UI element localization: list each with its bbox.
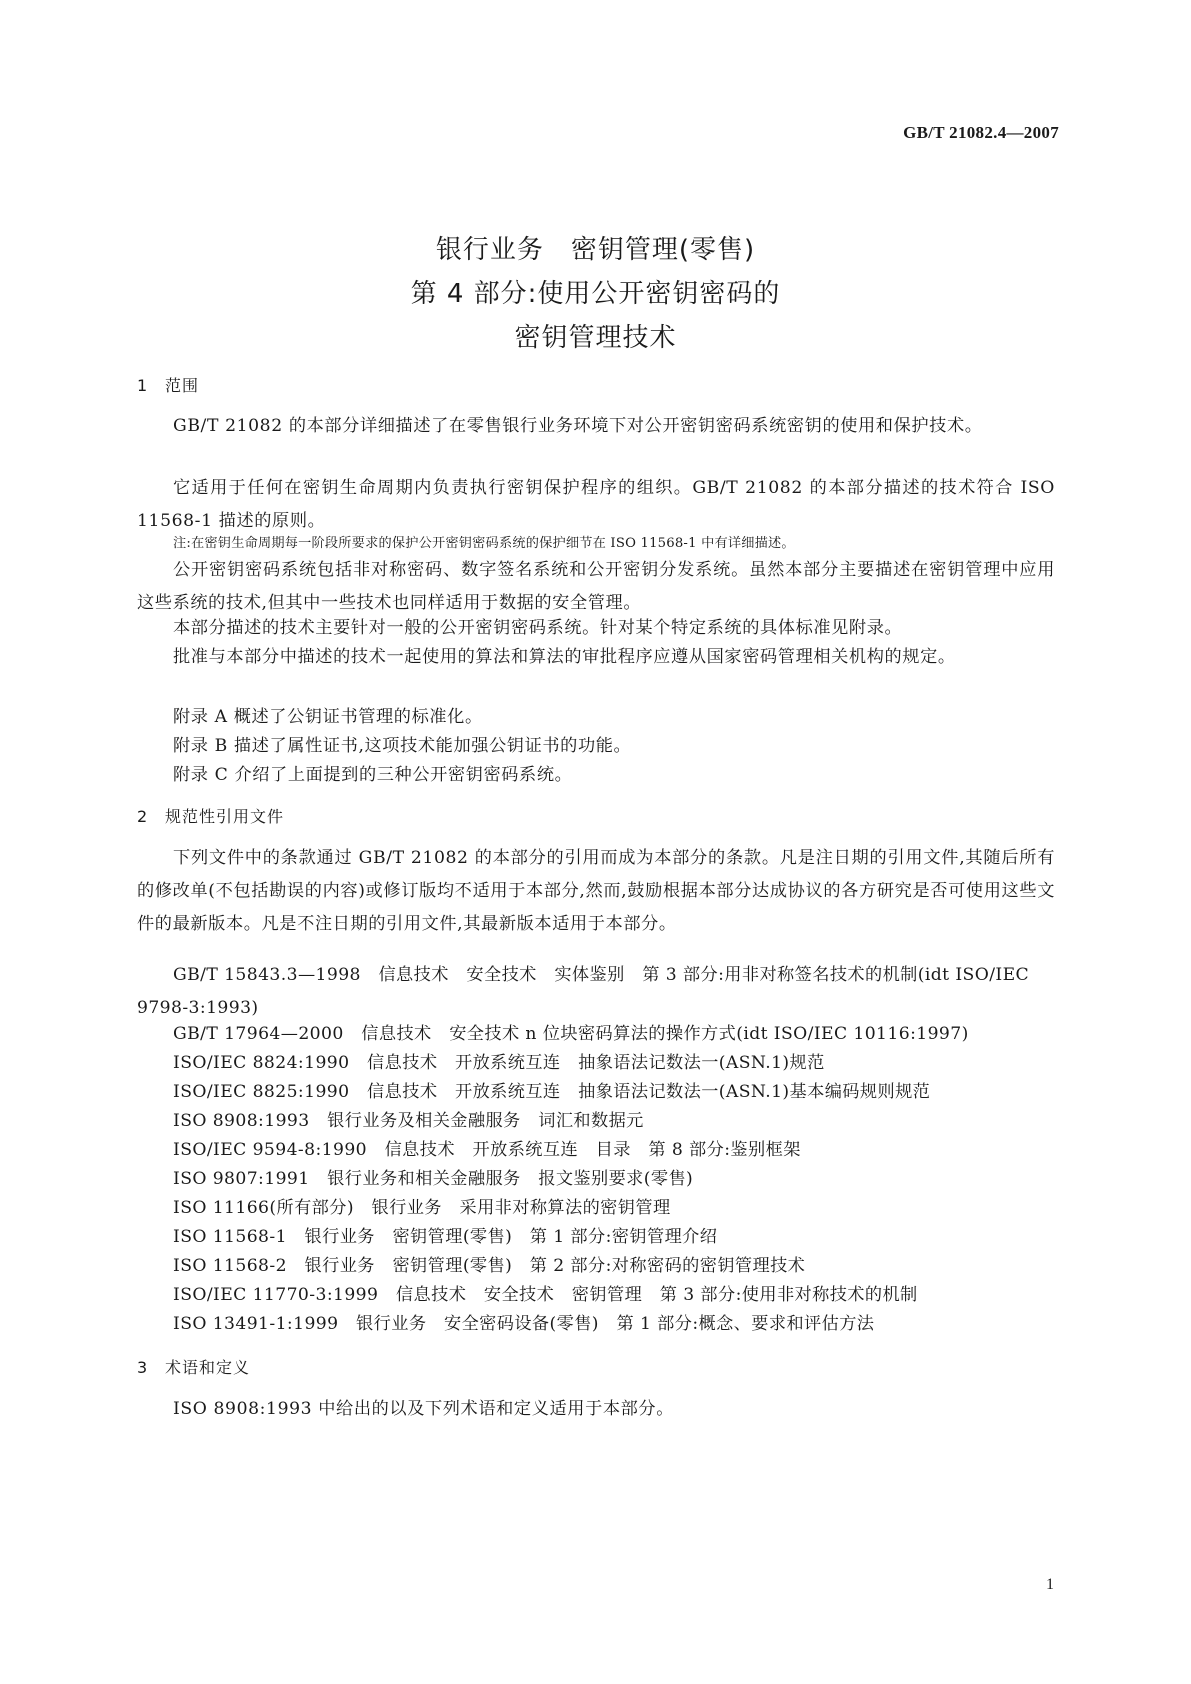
section-1-paragraph-7: 附录 B 描述了属性证书,这项技术能加强公钥证书的功能。 [173,736,632,756]
title-line-3: 密钥管理技术 [514,323,677,353]
reference-item: ISO 8908:1993 银行业务及相关金融服务 词汇和数据元 [173,1111,644,1131]
section-2-paragraph-1: 下列文件中的条款通过 GB/T 21082 的本部分的引用而成为本部分的条款。凡是注日期的引用文件,其随后所有的修改单(不包括勘误的内容)或修订版均不适用于本部分,然而,鼓励根据本部分达成协议的各方研究是否可使用这些文件的最新版本。凡是不注日期的引用文件,其最新版本适用于本部分。 [137,848,1055,934]
section-1-paragraph-2: 它适用于任何在密钥生命周期内负责执行密钥保护程序的组织。GB/T 21082 的本部分描述的技术符合 ISO 11568-1 描述的原则。 [137,478,1055,531]
page-number: 1 [1046,1576,1054,1593]
title-line-1: 银行业务 密钥管理(零售) [435,235,756,265]
reference-item: ISO/IEC 9594-8:1990 信息技术 开放系统互连 目录 第 8 部分:鉴别框架 [173,1140,801,1160]
reference-item: ISO/IEC 8824:1990 信息技术 开放系统互连 抽象语法记数法一(ASN.1)规范 [173,1053,825,1073]
section-1-paragraph-1: GB/T 21082 的本部分详细描述了在零售银行业务环境下对公开密钥密码系统密钥的使用和保护技术。 [173,416,983,436]
section-3-heading [137,1355,250,1378]
section-2-heading [137,804,284,827]
title-line-2: 第 4 部分:使用公开密钥密码的 [410,279,781,309]
section-1-paragraph-3: 公开密钥密码系统包括非对称密码、数字签名系统和公开密钥分发系统。虽然本部分主要描述在密钥管理中应用这些系统的技术,但其中一些技术也同样适用于数据的安全管理。 [137,560,1055,613]
section-3-title: 术语和定义 [165,1358,251,1377]
section-3-number: 3 [137,1358,149,1377]
reference-item: ISO/IEC 11770-3:1999 信息技术 安全技术 密钥管理 第 3 部分:使用非对称技术的机制 [173,1285,918,1305]
reference-item: ISO 11568-2 银行业务 密钥管理(零售) 第 2 部分:对称密码的密钥管理技术 [173,1256,806,1276]
reference-item: ISO 11166(所有部分) 银行业务 采用非对称算法的密钥管理 [173,1198,671,1218]
section-2-number: 2 [137,807,149,826]
reference-item: ISO 13491-1:1999 银行业务 安全密码设备(零售) 第 1 部分:概念、要求和评估方法 [173,1314,875,1334]
section-2-title: 规范性引用文件 [165,807,285,826]
section-1-title: 范围 [165,376,200,395]
document-title [0,228,1191,360]
section-1-heading [137,373,199,396]
section-1-paragraph-5: 批准与本部分中描述的技术一起使用的算法和算法的审批程序应遵从国家密码管理相关机构的规定。 [173,647,956,667]
section-1-number: 1 [137,376,149,395]
reference-item: GB/T 15843.3—1998 信息技术 安全技术 实体鉴别 第 3 部分:用非对称签名技术的机制(idt ISO/IEC 9798-3:1993) [137,965,1030,1018]
section-1-paragraph-4: 本部分描述的技术主要针对一般的公开密钥密码系统。针对某个特定系统的具体标准见附录。 [173,618,903,638]
reference-item: ISO 9807:1991 银行业务和相关金融服务 报文鉴别要求(零售) [173,1169,694,1189]
section-3-paragraph-1: ISO 8908:1993 中给出的以及下列术语和定义适用于本部分。 [173,1399,675,1419]
reference-item: ISO/IEC 8825:1990 信息技术 开放系统互连 抽象语法记数法一(ASN.1)基本编码规则规范 [173,1082,931,1102]
section-1-paragraph-6: 附录 A 概述了公钥证书管理的标准化。 [173,707,483,727]
reference-item: GB/T 17964—2000 信息技术 安全技术 n 位块密码算法的操作方式(idt ISO/IEC 10116:1997) [173,1024,969,1044]
reference-item: ISO 11568-1 银行业务 密钥管理(零售) 第 1 部分:密钥管理介绍 [173,1227,718,1247]
standard-code: GB/T 21082.4—2007 [903,123,1059,142]
section-1-paragraph-8: 附录 C 介绍了上面提到的三种公开密钥密码系统。 [173,765,573,785]
section-1-note: 注:在密钥生命周期每一阶段所要求的保护公开密钥密码系统的保护细节在 ISO 11568-1 中有详细描述。 [173,536,795,551]
